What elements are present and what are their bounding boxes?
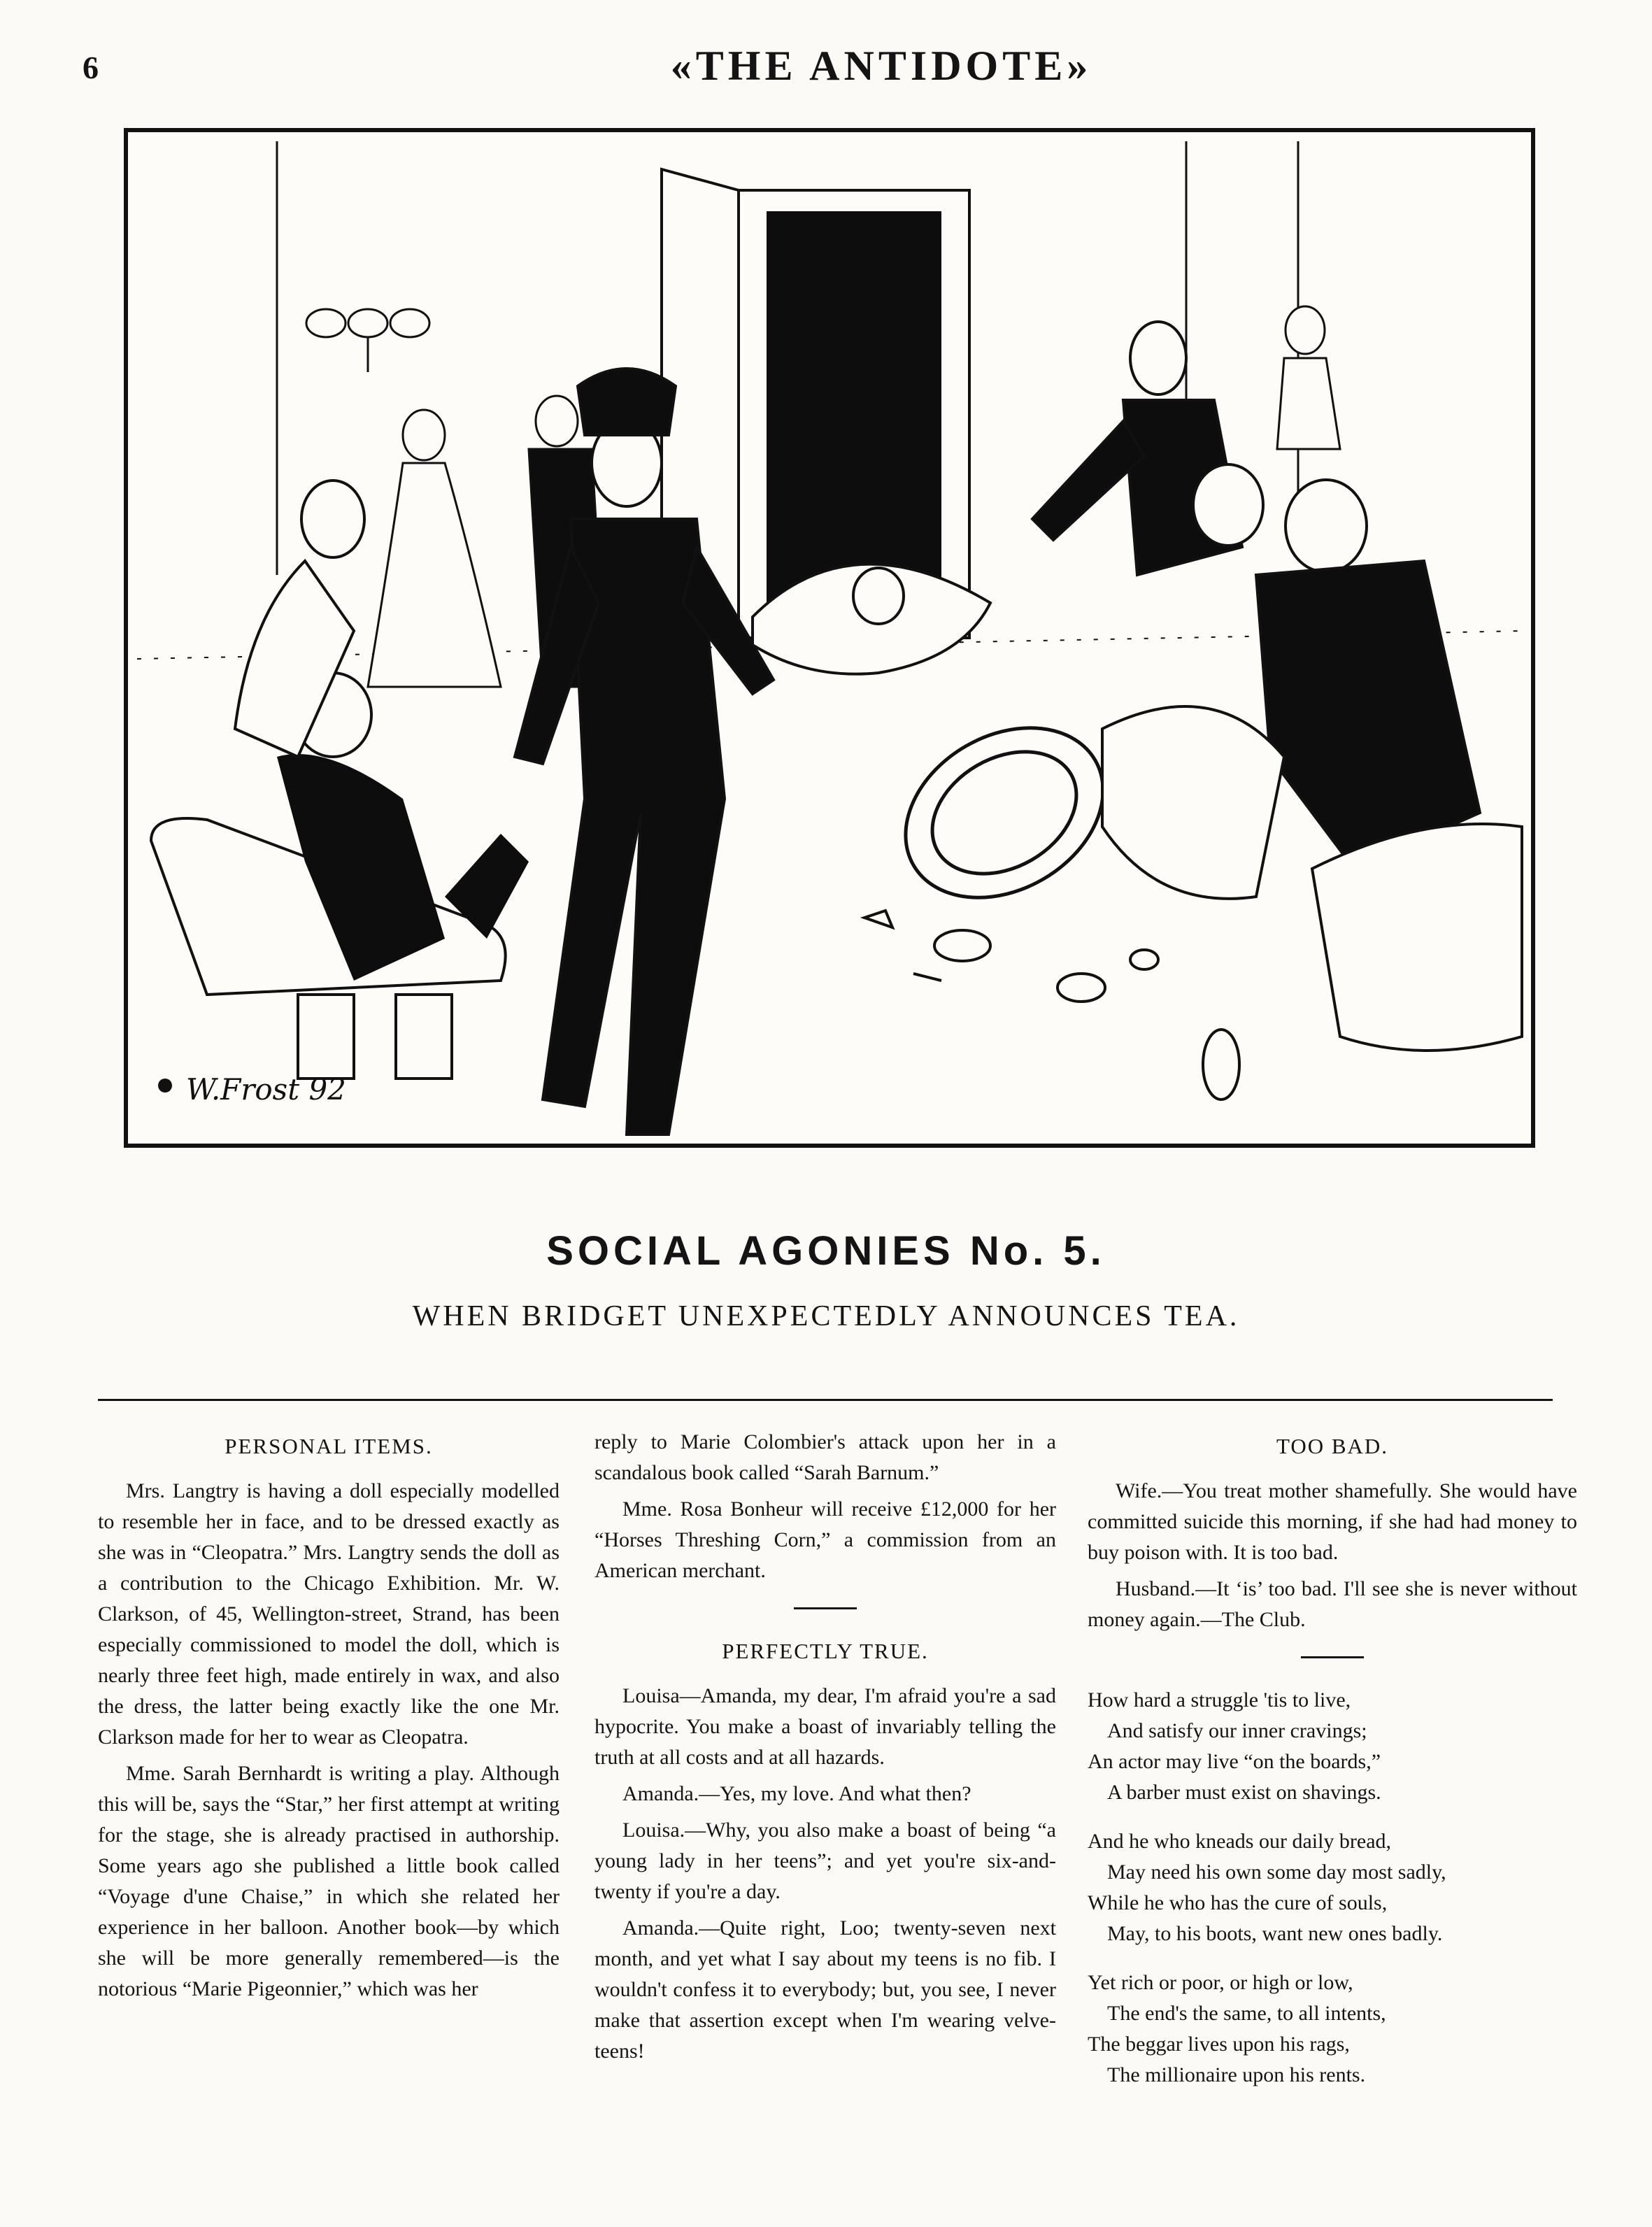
dialogue-line: Louisa—Amanda, my dear, I'm afraid you're a sad hypocrite. You make a boast of invariably telling the truth at all costs and at all hazards. <box>594 1684 1056 1769</box>
dialogue-line: Louisa.—Why, you also make a boast of being “a young lady in her teens”; and yet you're six-and-twenty if you're a day. <box>594 1819 1056 1903</box>
verse-line: And satisfy our inner cravings; <box>1107 1719 1367 1742</box>
verse-line: A barber must exist on shavings. <box>1107 1781 1381 1804</box>
signature-dot <box>158 1079 172 1093</box>
short-divider <box>794 1607 857 1609</box>
dialogue-line: Amanda.—Quite right, Loo; twenty-seven next month, and yet what I say about my teens is no fib. I wouldn't confess it to everybody; but, you see, I never make that assertion except when I'm wearing velve-teens! <box>594 1916 1056 2063</box>
section-divider <box>98 1399 1553 1401</box>
dialogue-line: Amanda.—Yes, my love. And what then? <box>622 1782 971 1805</box>
too-bad-heading: TOO BAD. <box>1276 1434 1389 1458</box>
artist-signature: W.Frost 92 <box>186 1072 346 1107</box>
personal-items-heading: PERSONAL ITEMS. <box>225 1434 433 1458</box>
verse-stanza <box>1088 1968 1577 2091</box>
masthead: «THE ANTIDOTE» <box>670 43 1092 89</box>
langtry-doll-paragraph: Mrs. Langtry is having a doll especially modelled to resemble her in face, and to be dressed exactly as she was in “Cleopatra.” Mrs. Langtry sends the doll as a contribution to the Chicago Exhibition. Mr. W. Clarkson, of 45, Wellington-street, Strand, has been especially commissioned to model the doll, which is nearly three feet high, made entirely in wax, and also the dress, the latter being exactly like the one Mr. Clarkson made for her to wear as Cleopatra. <box>98 1479 560 1749</box>
verse-line: May, to his boots, want new ones badly. <box>1107 1922 1443 1945</box>
cartoon-title: SOCIAL AGONIES No. 5. <box>546 1228 1106 1274</box>
verse-line: And he who kneads our daily bread, <box>1088 1830 1392 1853</box>
verse-line: Yet rich or poor, or high or low, <box>1088 1971 1353 1994</box>
armchair-right <box>1312 824 1522 1051</box>
dialogue-line: Wife.—You treat mother shamefully. She would have committed suicide this morning, if she had had money to buy poison with. It is too bad. <box>1088 1479 1577 1564</box>
verse-line: The beggar lives upon his rags, <box>1088 2033 1350 2056</box>
column-personal-items <box>98 1427 560 2010</box>
column-too-bad <box>1088 1427 1577 2109</box>
dialogue-line: Husband.—It ‘is’ too bad. I'll see she is never without money again.—The Club. <box>1088 1577 1577 1631</box>
page-number: 6 <box>83 50 99 85</box>
cartoon-drawing <box>123 127 1536 1148</box>
verse-stanza <box>1088 1685 1577 1808</box>
verse-line: The millionaire upon his rents. <box>1107 2063 1366 2086</box>
verse-line: The end's the same, to all intents, <box>1107 2002 1386 2025</box>
verse-line: May need his own some day most sadly, <box>1107 1860 1446 1884</box>
bernhardt-paragraph: Mme. Sarah Bernhardt is writing a play. Although this will be, says the “Star,” her first attempt at writing for the stage, she is already practised in authorship. Some years ago she published a little book called “Voyage d'une Chaise,” in which she related her experience in her balloon. Another book—by which she will be more generally remembered—is the notorious “Marie Pigeonnier,” which was her <box>98 1762 560 2000</box>
cartoon-subtitle: WHEN BRIDGET UNEXPECTEDLY ANNOUNCES TEA. <box>412 1300 1240 1332</box>
verse-line: While he who has the cure of souls, <box>1088 1891 1388 1914</box>
verse-line: An actor may live “on the boards,” <box>1088 1750 1381 1773</box>
verse-line: How hard a struggle 'tis to live, <box>1088 1688 1351 1712</box>
verse-stanza <box>1088 1826 1577 1949</box>
short-divider <box>1301 1656 1364 1658</box>
bonheur-paragraph: Mme. Rosa Bonheur will receive £12,000 for her “Horses Threshing Corn,” a commission from an American merchant. <box>594 1497 1056 1582</box>
perfectly-true-heading: PERFECTLY TRUE. <box>722 1639 929 1663</box>
column-middle <box>594 1427 1056 2072</box>
colombier-continuation: reply to Marie Colombier's attack upon her in a scandalous book called “Sarah Barnum.” <box>594 1430 1056 1484</box>
cartoon-illustration <box>123 127 1536 1148</box>
